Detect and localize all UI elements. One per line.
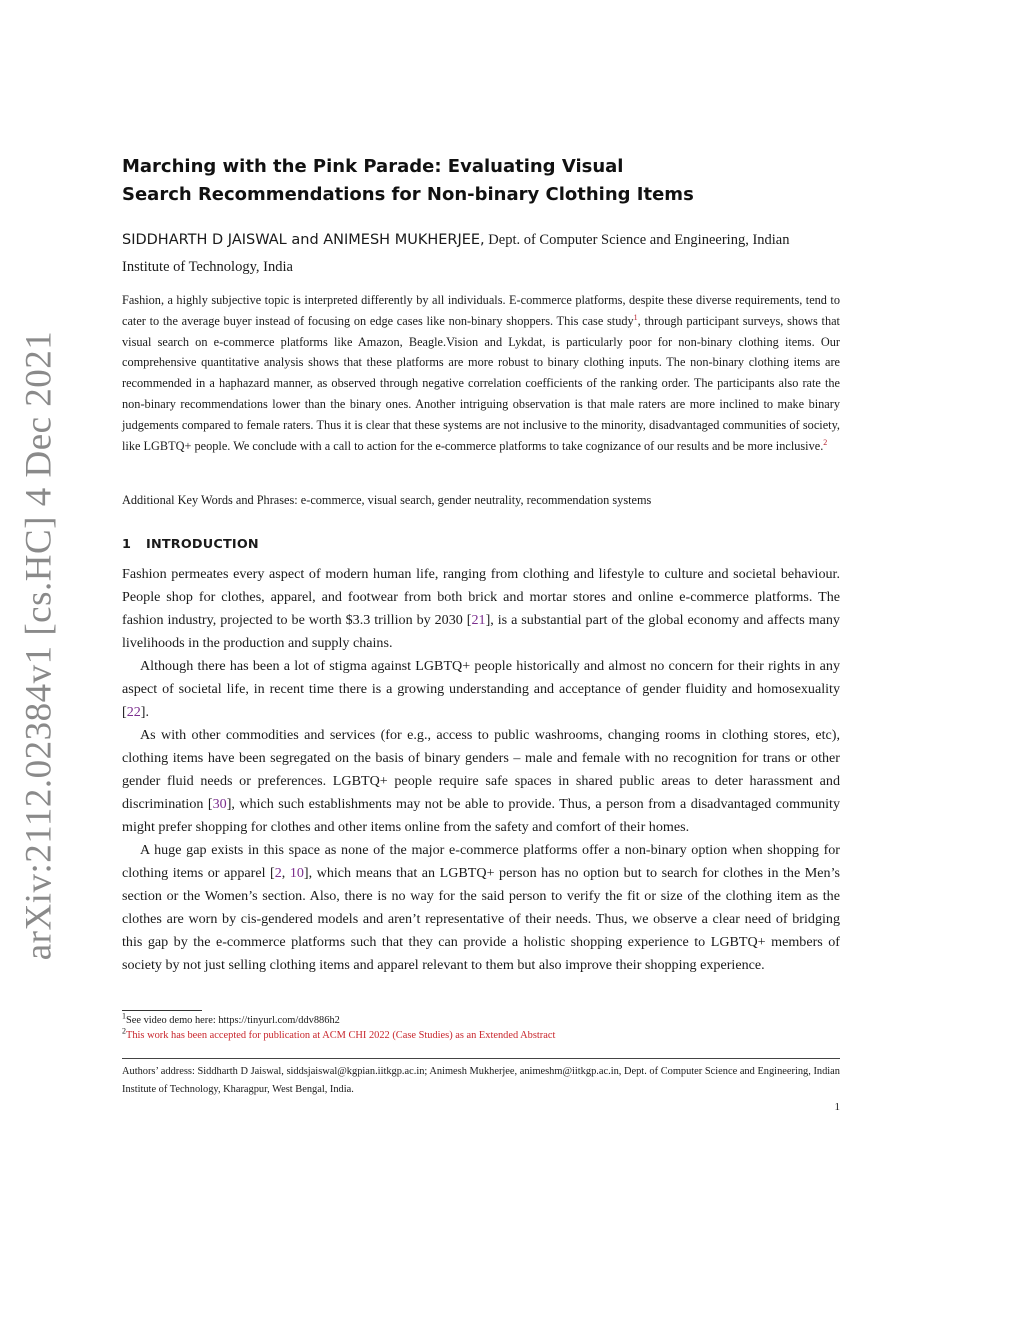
arxiv-identifier	[14, 330, 64, 960]
citation-30[interactable]: 30	[212, 796, 227, 812]
footnote-2-text: This work has been accepted for publication at ACM CHI 2022 (Case Studies) as an Extended Abstract	[126, 1029, 556, 1041]
arxiv-identifier-text: arXiv:2112.02384v1 [cs.HC] 4 Dec 2021	[18, 330, 60, 960]
address-divider	[122, 1058, 840, 1059]
paragraph-3-text-b: ], which such establishments may not be able to provide. Thus, a person from a disadvantaged community might prefer shopping for clothes and other items online from the safety and comfort of their homes.	[122, 796, 841, 835]
authors-address: Authors’ address: Siddharth D Jaiswal, siddsjaiswal@kgpian.iitkgp.ac.in; Animesh Mukherjee, animeshm@iitkgp.ac.in, Dept. of Computer Science and Engineering, Indian Institute of Technology, Kharagpur, West Bengal, India.	[122, 1066, 840, 1095]
citation-22[interactable]: 22	[126, 704, 141, 720]
author-affiliation: Dept. of Computer Science and Engineering, Indian Institute of Technology, India	[122, 232, 790, 275]
title-line-1: Marching with the Pink Parade: Evaluating Visual	[122, 156, 624, 177]
citation-separator: ,	[281, 865, 290, 881]
citation-21[interactable]: 21	[471, 612, 486, 628]
page-number: 1	[834, 1101, 840, 1113]
paper-title	[122, 153, 840, 209]
paragraph-3	[122, 724, 840, 839]
paragraph-2-text-a: Although there has been a lot of stigma against LGBTQ+ people historically and almost no concern for their rights in any aspect of societal life, in recent time there is a growing understanding and acceptance of gender fluidity and homosexuality [	[122, 658, 840, 720]
section-number: 1	[122, 537, 132, 552]
paragraph-1	[122, 563, 840, 655]
introduction-body	[122, 563, 840, 977]
footnote-1-text[interactable]: See video demo here: https://tinyurl.com/ddv886h2	[126, 1015, 340, 1026]
footnote-2	[122, 1026, 840, 1044]
footnote-divider	[122, 1010, 202, 1011]
paragraph-2	[122, 655, 840, 724]
footnote-1	[122, 1011, 840, 1029]
paragraph-2-text-b: ].	[140, 704, 150, 720]
footnote-ref-2[interactable]: 2	[823, 437, 828, 447]
title-line-2: Search Recommendations for Non-binary Clothing Items	[122, 184, 694, 205]
abstract-text-part-1: Fashion, a highly subjective topic is interpreted differently by all individuals. E-commerce platforms, despite these diverse requirements, tend to cater to the average buyer instead of focusing on edge cases like non-binary shoppers. This case study	[122, 293, 840, 328]
footnote-1-mark: 1	[122, 1011, 126, 1021]
paragraph-4-text-b: ], which means that an LGBTQ+ person has no option but to search for clothes in the Men’s section or the Women’s section. Also, there is no way for the said person to verify the fit or size of the clothing item as the clothes are worn by cis-gendered models and aren’t representative of their needs. Thus, we observe a clear need of bridging this gap by the e-commerce platforms such that they can provide a holistic shopping experience to LGBTQ+ members of society by not just selling clothing items and apparel relevant to them but also improve their shopping experience.	[122, 865, 840, 973]
paragraph-1-text-a: Fashion permeates every aspect of modern human life, ranging from clothing and lifestyle to culture and societal behaviour. People shop for clothes, apparel, and footwear from both brick and mortar stores and online e-commerce platforms. The fashion industry, projected to be worth $3.3 trillion by 2030 [	[122, 566, 840, 628]
footnote-ref-1[interactable]: 1	[633, 312, 638, 322]
author-block	[122, 227, 840, 281]
abstract	[122, 290, 840, 456]
author-names: SIDDHARTH D JAISWAL and ANIMESH MUKHERJEE,	[122, 232, 485, 248]
paragraph-4-text-a: A huge gap exists in this space as none of the major e-commerce platforms offer a non-binary option when shopping for clothing items or apparel [	[122, 842, 840, 881]
abstract-text-part-2: , through participant surveys, shows that visual search on e-commerce platforms like Amazon, Beagle.Vision and Lykdat, is particularly poor for non-binary clothing items. Our comprehensive quantitative analysis shows that these platforms are more robust to binary clothing inputs. The non-binary clothing items are recommended in a haphazard manner, as observed through negative correlation coefficients of the ranking order. The participants also rate the non-binary recommendations lower than the binary ones. Another intriguing observation is that male raters are more inclined to make binary judgements compared to female raters. Thus it is clear that these systems are not inclusive to the minority, disadvantaged communities of society, like LGBTQ+ people. We conclude with a call to action for the e-commerce platforms to take cognizance of our results and be more inclusive.	[122, 313, 840, 453]
footnotes	[122, 1011, 840, 1043]
section-title: INTRODUCTION	[146, 537, 259, 552]
paragraph-3-text-a: As with other commodities and services (for e.g., access to public washrooms, changing rooms in clothing stores, etc), clothing items have been segregated on the basis of binary genders – male and female with no recognition for trans or other gender fluid needs or preferences. LGBTQ+ people require safe spaces in shared public areas to deter harassment and discrimination [	[122, 727, 840, 812]
citation-2[interactable]: 2	[274, 865, 282, 881]
paragraph-1-text-b: ], is a substantial part of the global economy and affects many livelihoods in the production and supply chains.	[122, 612, 840, 651]
paragraph-4	[122, 839, 840, 977]
footnote-2-mark: 2	[122, 1026, 126, 1036]
keywords: Additional Key Words and Phrases: e-commerce, visual search, gender neutrality, recommendation systems	[122, 493, 652, 507]
section-heading-introduction	[122, 535, 840, 555]
citation-10[interactable]: 10	[289, 865, 304, 881]
